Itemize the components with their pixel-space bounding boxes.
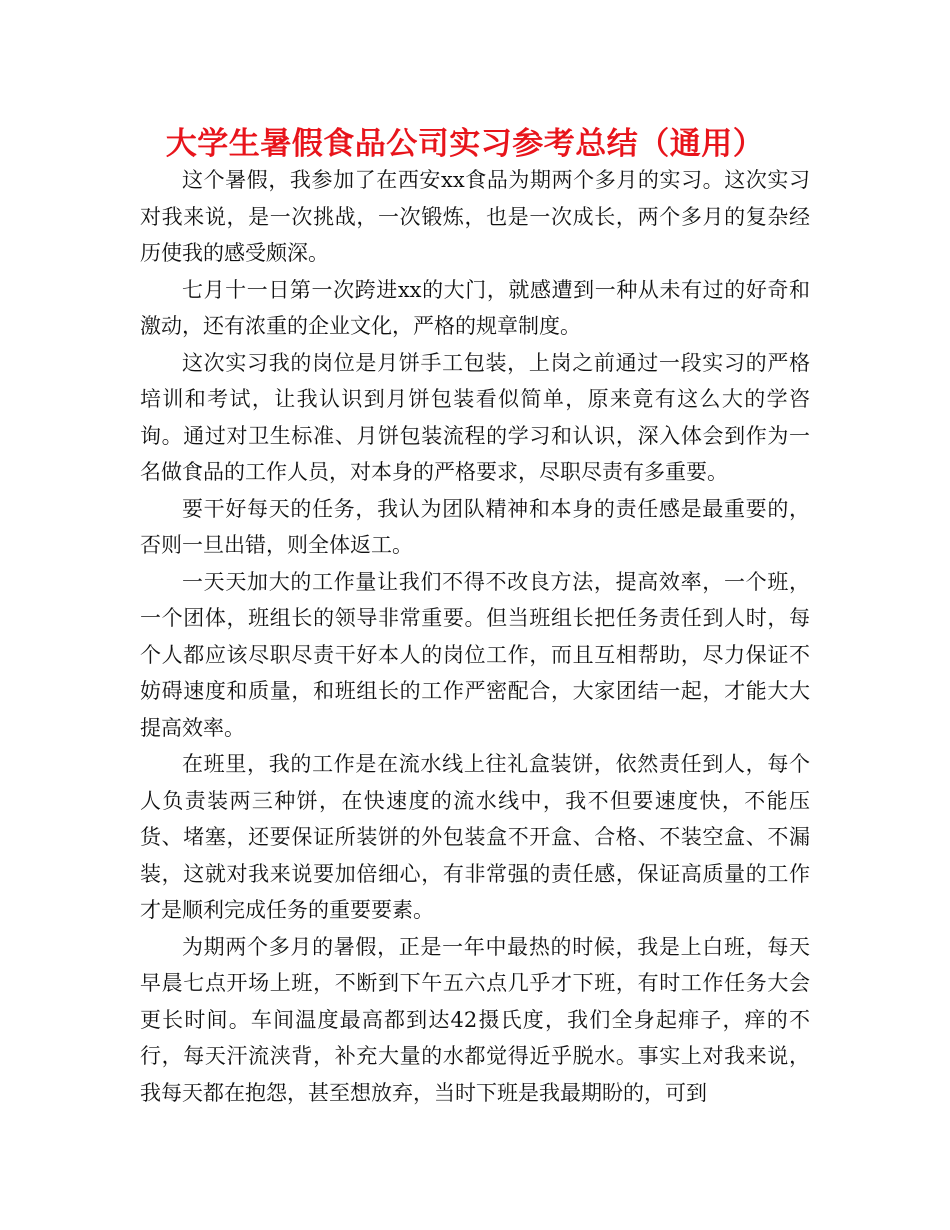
paragraph-2: 七月十一日第一次跨进xx的大门，就感遭到一种从未有过的好奇和激动，还有浓重的企业文化，严格的规章制度。: [140, 277, 810, 338]
document-title: 大学生暑假食品公司实习参考总结（通用）: [165, 126, 765, 162]
paragraph-3: 这次实习我的岗位是月饼手工包装，上岗之前通过一段实习的严格培训和考试，让我认识到月饼包装看似简单，原来竟有这么大的学咨询。通过对卫生标准、月饼包装流程的学习和认识，深入体会到作为一名做食品的工作人员，对本身的严格要求，尽职尽责有多重要。: [140, 350, 810, 484]
document-body: [140, 162, 810, 1111]
paragraph-4: 要干好每天的任务，我认为团队精神和本身的责任感是最重要的，否则一旦出错，则全体返工。: [140, 496, 810, 557]
paragraph-1: 这个暑假，我参加了在西安xx食品为期两个多月的实习。这次实习对我来说，是一次挑战，一次锻炼，也是一次成长，两个多月的复杂经历使我的感受颇深。: [140, 168, 810, 265]
paragraph-7: 为期两个多月的暑假，正是一年中最热的时候，我是上白班，每天早晨七点开场上班，不断到下午五六点几乎才下班，有时工作任务大会更长时间。车间温度最高都到达42摄氏度，我们全身起痱子，痒的不行，每天汗流浃背，补充大量的水都觉得近乎脱水。事实上对我来说，我每天都在抱怨，甚至想放弃，当时下班是我最期盼的，可到: [140, 934, 810, 1105]
paragraph-5: 一天天加大的工作量让我们不得不改良方法，提高效率，一个班，一个团体，班组长的领导非常重要。但当班组长把任务责任到人时，每个人都应该尽职尽责干好本人的岗位工作，而且互相帮助，尽力保证不妨碍速度和质量，和班组长的工作严密配合，大家团结一起，才能大大提高效率。: [140, 569, 810, 740]
paragraph-6: 在班里，我的工作是在流水线上往礼盒装饼，依然责任到人，每个人负责装两三种饼，在快速度的流水线中，我不但要速度快，不能压货、堵塞，还要保证所装饼的外包装盒不开盒、合格、不装空盒、不漏装，这就对我来说要加倍细心，有非常强的责任感，保证高质量的工作才是顺利完成任务的重要要素。: [140, 752, 810, 922]
